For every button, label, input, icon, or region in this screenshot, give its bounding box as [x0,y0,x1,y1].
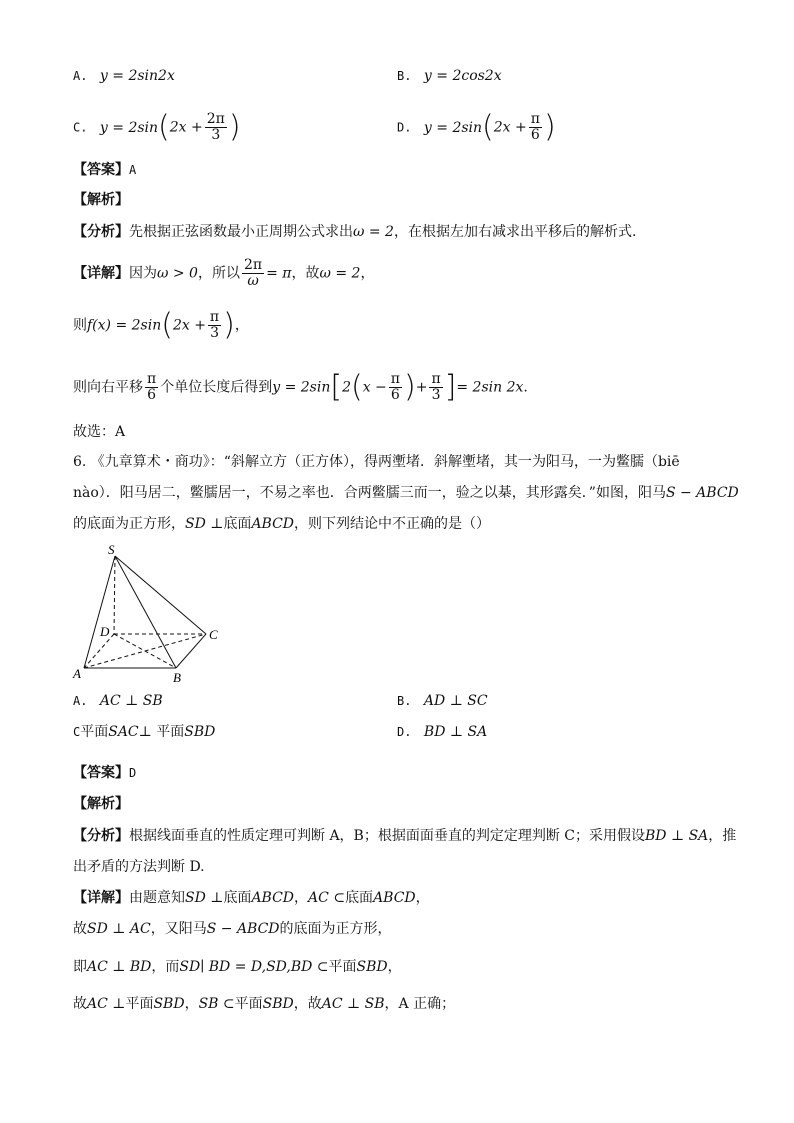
text: ，A 正确； [384,996,456,1012]
text: 则向右平移 [73,379,143,396]
left-paren: ( [161,307,173,343]
math: + [415,379,428,396]
q6-line2 [73,483,739,503]
option-label: D. [397,120,412,135]
left-paren: ( [350,369,363,405]
choice-text: 故选：A [73,424,126,440]
text: 故 [73,996,87,1012]
math: ω = 2 [319,265,361,282]
answer-q6 [73,763,136,783]
option-expression: BD ⊥ SA [423,724,488,740]
option-label: B. [397,69,412,83]
text: ，在根据左加右减求出平移后的解析式. [393,224,637,240]
text: ， [415,890,430,906]
text: 平面 [328,959,357,975]
fenxi-tag: 【分析】 [73,828,129,844]
fenxi-q5 [73,222,636,242]
option-label: A. [73,69,88,83]
choice-q5 [73,422,125,442]
math: SB ⊂ [198,996,235,1012]
numerator: π [530,111,540,127]
text: ，故 [293,996,322,1012]
text: . [523,379,528,396]
fraction [429,372,442,403]
denominator: 3 [210,325,219,341]
text: 平面 [234,996,263,1012]
math: 2 [342,379,351,396]
q5-option-d [397,109,556,145]
math: S − ABCD [665,485,739,501]
numerator: π [390,371,400,387]
math: SBD [356,959,388,975]
option-label: D. [397,725,412,739]
question-text: 底面 [223,516,252,532]
xiangjie-tag: 【详解】 [73,265,129,282]
math: ABCD [251,516,295,532]
q6-option-d [397,722,487,742]
math: AC ⊥ [87,996,126,1012]
option-expression: y = 2sin [99,119,159,136]
math: = π [266,265,292,282]
math: ABCD [373,890,416,906]
q6-option-b [397,691,488,711]
denominator: 6 [530,127,540,143]
text: 因为 [129,265,157,282]
analysis-q6 [73,794,129,814]
denominator: 6 [147,387,157,403]
text: ， [184,996,199,1012]
option-expression: y = 2sin [423,119,483,136]
math: ω > 0 [157,265,198,282]
math: S − ABCD [206,921,280,937]
option-expression: y = 2sin2x [99,68,175,84]
answer-value: A [129,163,137,177]
math: AC ⊥ SB [321,996,385,1012]
numerator: π [209,309,220,325]
answer-value: D [129,766,137,780]
text: 由题意知 [129,890,185,906]
math: f(x) = 2sin [87,317,162,334]
analysis-q5 [73,190,129,210]
q6-option-c [73,722,215,742]
fraction [242,258,264,289]
analysis-tag: 【解析】 [73,796,129,812]
right-paren: ) [223,307,235,343]
text: ， [387,959,402,975]
text: ， [294,890,309,906]
fraction [529,112,542,143]
option-expression: y = 2cos2x [423,68,502,84]
numerator: 2π [243,257,263,273]
xiangjie-q5-line1 [73,258,374,289]
question-text: nào）．阳马居二，鳖臑居一，不易之率也．合两鳖臑三而一，验之以棊，其形露矣．”如图，阳马 [73,485,666,501]
text: ，所以 [197,265,240,282]
text: 根据线面垂直的性质定理可判断 A，B；根据面面垂直的判定定理判断 C；采用假设 [129,828,646,844]
math: 2x + [172,317,206,334]
text: ，推 [708,828,737,844]
math: SD ⊥ [185,890,224,906]
math: SD ⊥ AC [87,921,151,937]
right-bracket: ] [444,369,457,405]
label-b: B [173,670,181,684]
denominator: 3 [431,387,441,403]
math: = 2sin 2x [456,379,524,396]
fenxi-q6-line1 [73,826,736,846]
option-text: 平面 [80,724,109,740]
numerator: 2π [206,111,225,127]
text: ，故 [291,265,320,282]
math: SBD [262,996,294,1012]
xiangjie-q6-line2 [73,919,392,939]
math: x − [362,379,387,396]
inner-expression: 2x + [493,119,527,136]
left-paren: ( [158,109,170,145]
fenxi-q6-line2 [73,857,205,877]
text: ， [234,317,249,334]
fenxi-tag: 【分析】 [73,224,129,240]
text: 平面 [125,996,154,1012]
label-d: D [100,624,110,639]
text: ，又阳马 [150,921,207,937]
analysis-tag: 【解析】 [73,192,129,208]
xiangjie-q6-line1 [73,888,430,908]
text: 个单位长度后得到 [160,379,273,396]
option-expression: AD ⊥ SC [423,693,488,709]
math: SD ⊥ [185,516,224,532]
xiangjie-q6-line4 [73,994,455,1014]
denominator: 3 [211,127,221,143]
question-text: ，则下列结论中不正确的是（） [294,516,491,532]
math: AC ⊂ [308,890,346,906]
text: ， [360,265,375,282]
left-bracket: [ [330,369,343,405]
option-label: C. [73,120,88,135]
math: SBD [153,996,185,1012]
right-paren: ) [228,109,241,145]
xiangjie-tag: 【详解】 [73,890,129,906]
xiangjie-q5-line2 [73,307,249,343]
text: 底面 [223,890,252,906]
left-paren: ( [482,109,494,145]
text: 底面 [345,890,374,906]
option-expression: AC ⊥ SB [99,693,163,709]
denominator: 6 [390,387,400,403]
math: SBD [184,724,216,740]
answer-q5 [73,160,136,180]
text: 故 [73,921,87,937]
option-label: B. [397,694,412,708]
text: ，而 [151,959,180,975]
option-label: A. [73,694,88,708]
option-label: C [73,725,81,739]
xiangjie-q5-line3 [73,369,528,405]
text: 先根据正弦函数最小正周期公式求出 [129,224,353,240]
text: 则 [73,317,87,334]
text: 的底面为正方形， [279,921,392,937]
text: 出矛盾的方法判断 D. [73,859,205,875]
q6-line1 [73,452,680,472]
math: SD∣ BD = D,SD,BD ⊂ [179,959,329,975]
math: ω = 2 [353,224,394,240]
option-text: ⊥ 平面 [138,724,185,740]
math: BD ⊥ SA [645,828,709,844]
math: ABCD [251,890,295,906]
q5-option-c [73,109,241,145]
q5-option-b [397,66,502,86]
right-paren: ) [543,109,556,145]
inner-expression: 2x + [169,119,203,136]
q5-option-a [73,66,175,86]
pyramid-figure [70,542,230,684]
question-text: 6. 《九章算术・商功》：“斜解立方（正方体），得两壍堵．斜解壍堵，其一为阳马，一为鳖臑（biē [73,454,680,470]
q6-line3 [73,514,490,534]
label-a: A [73,666,81,681]
numerator: π [147,371,157,387]
label-s: S [108,542,115,557]
answer-tag: 【答案】 [73,162,129,178]
denominator: ω [247,273,259,289]
label-c: C [209,627,218,642]
fraction [389,372,402,403]
fraction [145,372,158,403]
right-paren: ) [403,369,416,405]
xiangjie-q6-line3 [73,957,402,977]
q6-option-a [73,691,163,711]
math: SAC [108,724,139,740]
text: 即 [73,959,87,975]
math: AC ⊥ BD [87,959,152,975]
question-text: 的底面为正方形， [73,516,185,532]
fraction [205,112,227,143]
math: y = 2sin [272,379,331,396]
numerator: π [431,371,441,387]
answer-tag: 【答案】 [73,765,129,781]
fraction [208,310,221,341]
